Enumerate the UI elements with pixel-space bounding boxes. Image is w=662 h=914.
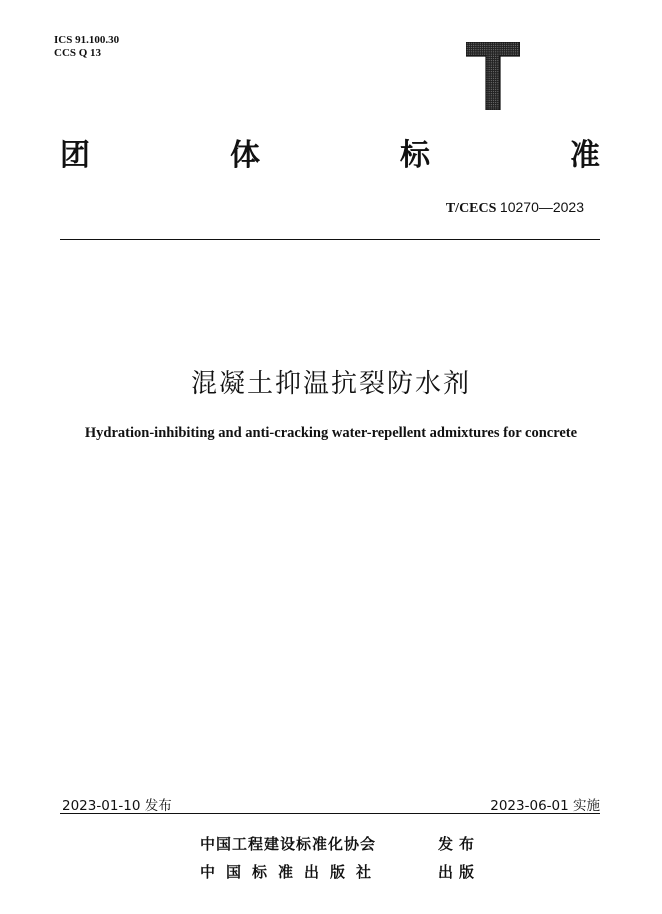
standard-number [446, 199, 584, 217]
category-char: 准 [570, 138, 600, 173]
issuer-action: 发布 [437, 835, 480, 853]
ics-code: ICS 91.100.30 [54, 34, 120, 46]
issue-date: 2023-01-10 发布 [62, 798, 172, 814]
standard-number-value: 10270—2023 [499, 199, 584, 215]
issuer-name: 中国工程建设标准化协会 [200, 835, 377, 853]
press-action: 出版 [437, 863, 480, 881]
issuer-row [200, 833, 480, 854]
title-chinese: 混凝土抑温抗裂防水剂 [190, 369, 471, 399]
effective-date: 2023-06-01 实施 [490, 798, 600, 814]
standard-number-prefix: T/CECS [445, 201, 497, 216]
ccs-code: CCS Q 13 [54, 47, 102, 59]
title-english: Hydration-inhibiting and anti-cracking water-repellent admixtures for concrete [84, 425, 578, 441]
footer-rule [60, 813, 600, 814]
t-emblem-icon [466, 42, 520, 110]
category-char: 标 [400, 138, 430, 173]
category-char: 体 [230, 138, 260, 173]
header-rule [60, 239, 600, 240]
classification-codes [54, 34, 119, 60]
press-row [200, 861, 480, 882]
press-name: 中国标准出版社 [200, 863, 383, 881]
category-char: 团 [60, 138, 90, 173]
standard-category [60, 136, 600, 176]
